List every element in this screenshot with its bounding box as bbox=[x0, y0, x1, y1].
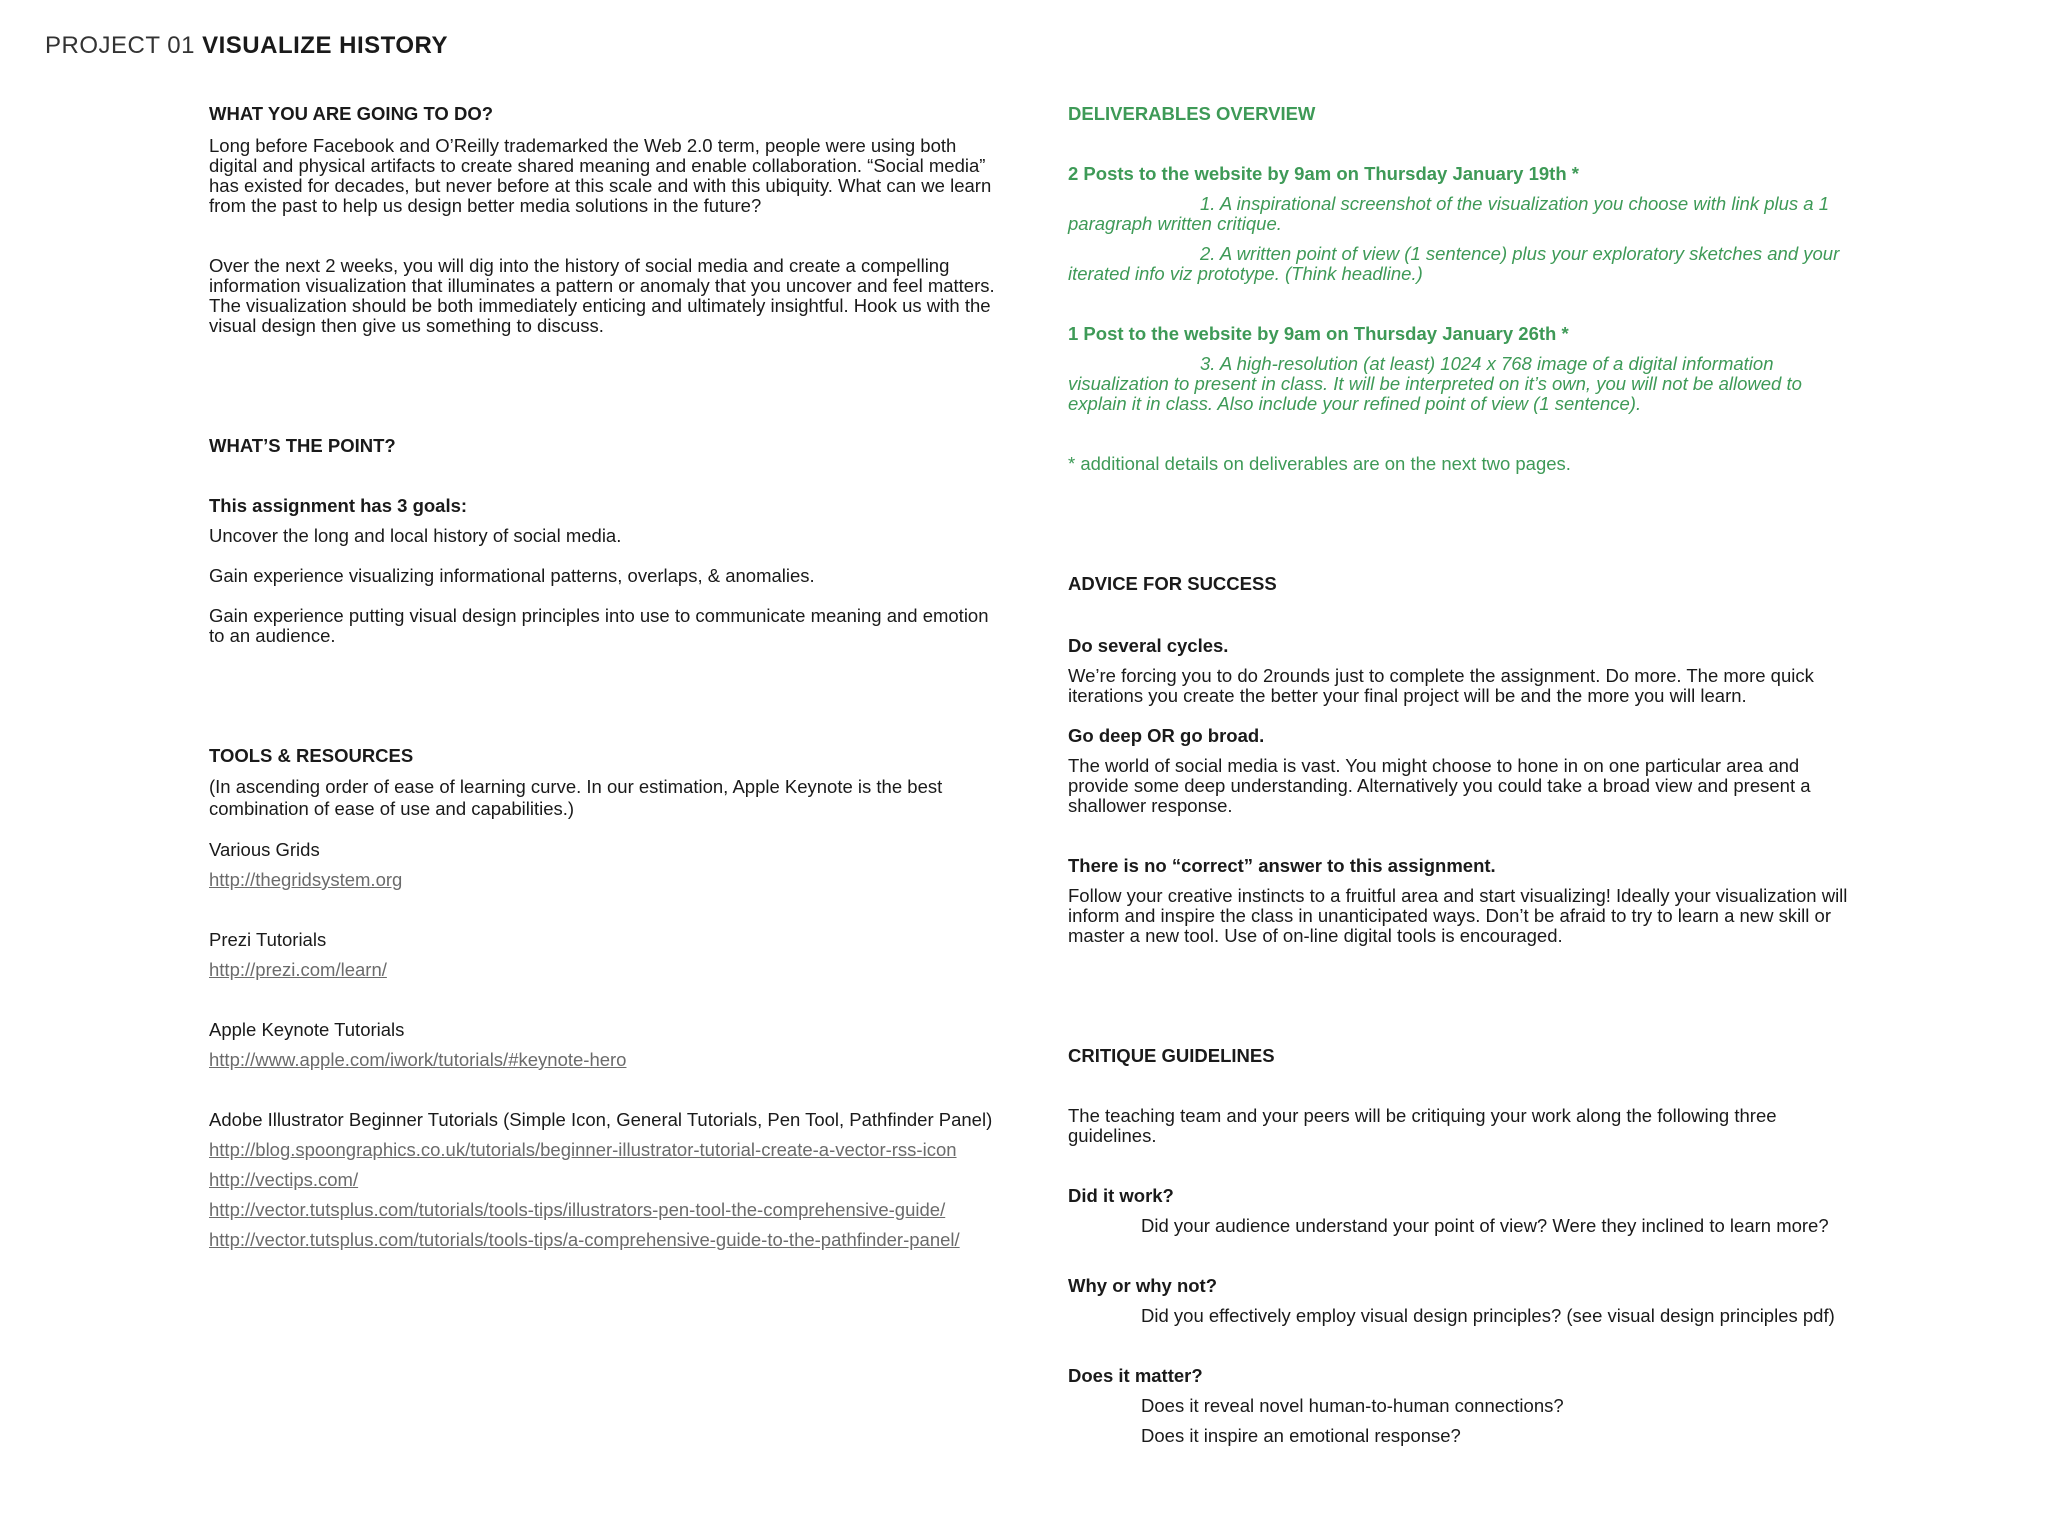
critique-answer-2: Did you effectively employ visual design principles? (see visual design principles pdf) bbox=[1141, 1305, 1835, 1326]
tools-heading: TOOLS & RESOURCES bbox=[209, 745, 414, 766]
deliverable-item-1: 1. A inspirational screenshot of the visualization you choose with link plus a 1 paragraph written critique. bbox=[1068, 193, 1830, 234]
advice-title-no-correct: There is no “correct” answer to this assignment. bbox=[1068, 855, 1496, 876]
critique-question-1: Did it work? bbox=[1068, 1185, 1174, 1206]
critique-question-2: Why or why not? bbox=[1068, 1275, 1218, 1296]
resource-link-pen-tool[interactable]: http://vector.tutsplus.com/tutorials/tools-tips/illustrators-pen-tool-the-comprehensive-guide/ bbox=[209, 1199, 946, 1220]
resource-link-illustrator-rss[interactable]: http://blog.spoongraphics.co.uk/tutorials/beginner-illustrator-tutorial-create-a-vector-rss-icon bbox=[209, 1139, 957, 1160]
project-number: PROJECT 01 bbox=[45, 32, 195, 59]
resource-title-prezi: Prezi Tutorials bbox=[209, 929, 327, 950]
post2-heading: 1 Post to the website by 9am on Thursday January 26th * bbox=[1068, 323, 1569, 344]
deliverable-item-3: 3. A high-resolution (at least) 1024 x 768 image of a digital information visualization to present in class. It will be interpreted on it’s own, you will not be allowed to explain it in class. Also include your refined point of view (1 sentence). bbox=[1068, 353, 1802, 414]
post1-heading: 2 Posts to the website by 9am on Thursday January 19th * bbox=[1068, 163, 1579, 184]
critique-intro: The teaching team and your peers will be critiquing your work along the following three guidelines. bbox=[1068, 1105, 1777, 1146]
resource-link-grids[interactable]: http://thegridsystem.org bbox=[209, 869, 403, 890]
resource-title-keynote: Apple Keynote Tutorials bbox=[209, 1019, 405, 1040]
deliverables-heading: DELIVERABLES OVERVIEW bbox=[1068, 103, 1316, 124]
goal-item: Gain experience putting visual design principles into use to communicate meaning and emotion to an audience. bbox=[209, 605, 989, 646]
advice-title-deep-broad: Go deep OR go broad. bbox=[1068, 725, 1265, 746]
critique-answer-3b: Does it inspire an emotional response? bbox=[1141, 1425, 1461, 1446]
deliverables-note: * additional details on deliverables are on the next two pages. bbox=[1068, 453, 1571, 474]
resource-link-vectips[interactable]: http://vectips.com/ bbox=[209, 1169, 359, 1190]
critique-heading: CRITIQUE GUIDELINES bbox=[1068, 1045, 1275, 1066]
advice-text-deep-broad: The world of social media is vast. You might choose to hone in on one particular area and provide some deep understanding. Alternatively you could take a broad view and present a shallower response. bbox=[1068, 755, 1811, 816]
point-heading: WHAT’S THE POINT? bbox=[209, 435, 396, 456]
what-paragraph-1: Long before Facebook and O’Reilly trademarked the Web 2.0 term, people were using both digital and physical artifacts to create shared meaning and enable collaboration. “Social media” has existed for decades, but never before at this scale and with this ubiquity. What can we learn from the past to help us design better media solutions in the future? bbox=[209, 135, 992, 216]
advice-text-no-correct: Follow your creative instincts to a fruitful area and start visualizing! Ideally your visualization will inform and inspire the class in unanticipated ways. Don’t be afraid to try to learn a new skill or master a new tool. Use of on-line digital tools is encouraged. bbox=[1068, 885, 1848, 946]
what-heading: WHAT YOU ARE GOING TO DO? bbox=[209, 103, 494, 124]
critique-answer-1: Did your audience understand your point of view? Were they inclined to learn more? bbox=[1141, 1215, 1829, 1236]
resource-link-keynote[interactable]: http://www.apple.com/iwork/tutorials/#keynote-hero bbox=[209, 1049, 627, 1070]
goal-item: Gain experience visualizing informational patterns, overlaps, & anomalies. bbox=[209, 565, 815, 586]
resource-link-prezi[interactable]: http://prezi.com/learn/ bbox=[209, 959, 387, 980]
resource-title-grids: Various Grids bbox=[209, 839, 320, 860]
goals-heading: This assignment has 3 goals: bbox=[209, 495, 468, 516]
tools-intro: (In ascending order of ease of learning curve. In our estimation, Apple Keynote is the best combination of ease of use and capabilities.) bbox=[209, 776, 943, 819]
right-column bbox=[1068, 104, 1858, 1446]
what-paragraph-2: Over the next 2 weeks, you will dig into the history of social media and create a compelling information visualization that illuminates a pattern or anomaly that you uncover and feel matters. The visualization should be both immediately enticing and ultimately insightful. Hook us with the visual design then give us something to discuss. bbox=[209, 255, 995, 336]
resource-link-pathfinder[interactable]: http://vector.tutsplus.com/tutorials/tools-tips/a-comprehensive-guide-to-the-pathfinder-panel/ bbox=[209, 1229, 960, 1250]
goal-item: Uncover the long and local history of social media. bbox=[209, 525, 622, 546]
page-title: VISUALIZE HISTORY bbox=[202, 32, 448, 59]
critique-question-3: Does it matter? bbox=[1068, 1365, 1203, 1386]
advice-text-cycles: We’re forcing you to do 2rounds just to complete the assignment. Do more. The more quick iterations you create the better your final project will be and the more you will learn. bbox=[1068, 665, 1814, 706]
left-column bbox=[209, 104, 999, 1250]
advice-title-cycles: Do several cycles. bbox=[1068, 635, 1229, 656]
critique-answer-3a: Does it reveal novel human-to-human connections? bbox=[1141, 1395, 1564, 1416]
advice-heading: ADVICE FOR SUCCESS bbox=[1068, 573, 1277, 594]
resource-title-illustrator: Adobe Illustrator Beginner Tutorials (Simple Icon, General Tutorials, Pen Tool, Pathfinder Panel) bbox=[209, 1109, 993, 1130]
deliverable-item-2: 2. A written point of view (1 sentence) plus your exploratory sketches and your iterated info viz prototype. (Think headline.) bbox=[1068, 243, 1840, 284]
page-header bbox=[45, 32, 448, 60]
